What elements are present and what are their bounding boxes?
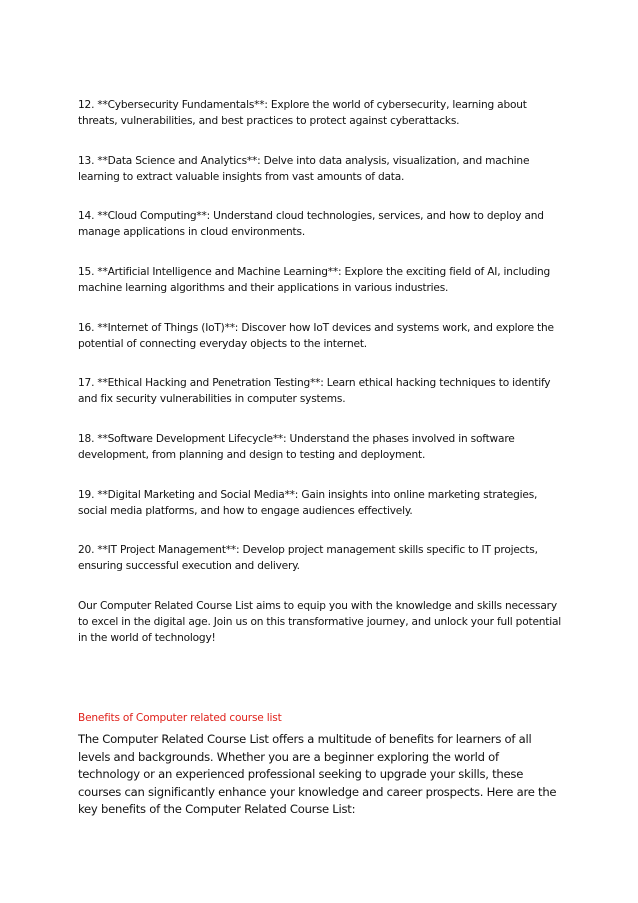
list-item-19: 19. **Digital Marketing and Social Media**: Gain insights into online marketing strategies, social media platforms, and how to engage audiences effectively.	[78, 489, 538, 517]
conclusion-paragraph: Our Computer Related Course List aims to equip you with the knowledge and skills necessary to excel in the digital age. Join us on this transformative journey, and unlock your full potential in the world of technology!	[78, 600, 562, 644]
benefits-paragraph: The Computer Related Course List offers a multitude of benefits for learners of all levels and backgrounds. Whether you are a beginner exploring the world of technology or an experienced professional seeking to upgrade your skills, these courses can significantly enhance your knowledge and career prospects. Here are the key benefits of the Computer Related Course List:	[78, 732, 557, 816]
list-item-13: 13. **Data Science and Analytics**: Delve into data analysis, visualization, and machine learning to extract valuable insights from vast amounts of data.	[78, 155, 530, 183]
list-item-18: 18. **Software Development Lifecycle**: Understand the phases involved in software development, from planning and design to testing and deployment.	[78, 433, 515, 461]
list-item-17: 17. **Ethical Hacking and Penetration Testing**: Learn ethical hacking techniques to identify and fix security vulnerabilities in computer systems.	[78, 377, 551, 405]
benefits-heading: Benefits of Computer related course list	[78, 712, 282, 724]
list-item-16: 16. **Internet of Things (IoT)**: Discover how IoT devices and systems work, and explore the potential of connecting everyday objects to the internet.	[78, 322, 554, 350]
list-item-20: 20. **IT Project Management**: Develop project management skills specific to IT projects, ensuring successful execution and delivery.	[78, 544, 538, 572]
list-item-14: 14. **Cloud Computing**: Understand cloud technologies, services, and how to deploy and manage applications in cloud environments.	[78, 210, 544, 238]
list-item-12: 12. **Cybersecurity Fundamentals**: Explore the world of cybersecurity, learning about threats, vulnerabilities, and best practices to protect against cyberattacks.	[78, 99, 527, 127]
list-item-15: 15. **Artificial Intelligence and Machine Learning**: Explore the exciting field of AI, including machine learning algorithms and their applications in various industries.	[78, 266, 551, 294]
